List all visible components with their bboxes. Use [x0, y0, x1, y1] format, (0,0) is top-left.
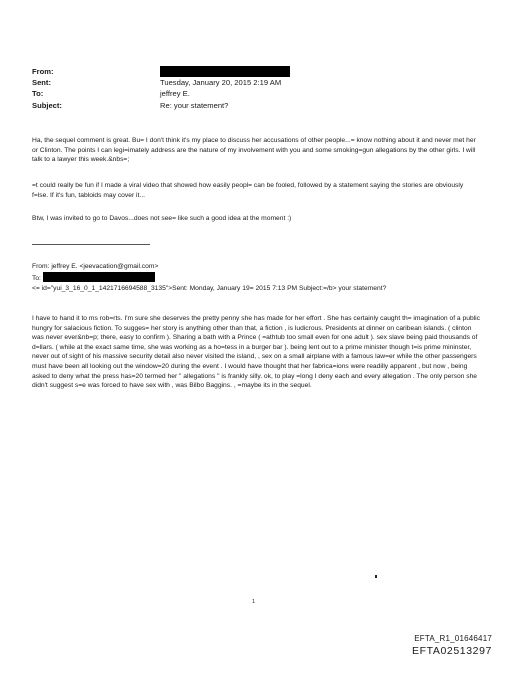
- body-paragraph-2: =t could really be fun if I made a viral video that showed how easily peopl= can be fooled, followed by a statement saying the stories are obviously f=lse. If it's fun, tabloids may cover it...: [32, 182, 464, 199]
- redaction-box: [160, 66, 290, 77]
- sent-label: Sent:: [32, 78, 51, 88]
- to-row: [32, 88, 290, 99]
- forwarded-body: I have to hand it to ms rob=rts. I'm sure she deserves the pretty penny she has made for her effort . She has certainly caught th= imagination of a public hungry for salacious fiction. To sugges= her story is anything other than that, a fiction , is ludicrous. Presidents at dinner on caribean islands. ( clinton was never ever&nb=p; there, easy to confirm ). Sharing a bath with a Prince ( =athtub too small even for one adult ). sex slave being paid thousands of d=llars. ( while at the exact same time, she was working as a ho=tess in a burger bar ). being lent out to a prime minister though t=is prime mininster, never out of sight of his massive security detail also never visited the island, , sex on a small airplane with a famous law=er while the other passengers must have been all looking out the window=20 during the event . I would have thought that her fabrica=ions were readilly apparent , but now , being asked to deny what the press has=20 termed her " allegations " is frankly silly. ok, to play =long I deny each and every allegation . The only person she didn't suggest s=e was forced to have sex with , was Bilbo Baggins. , =maybe its in the sequel.: [32, 315, 480, 390]
- subject-label: Subject:: [32, 100, 62, 110]
- to-label: To:: [32, 89, 44, 99]
- subject-value: Re: your statement?: [160, 100, 229, 110]
- bates-stamp-small: EFTA_R1_01646417: [414, 634, 492, 643]
- to-value: jeffrey E.: [160, 89, 190, 99]
- forwarded-to: To:: [32, 275, 41, 283]
- forwarded-meta: <= id="yui_3_16_0_1_1421716694588_3135">Sent: Monday, January 19= 2015 7:13 PM Subject:=/b> your statement?: [32, 285, 387, 293]
- sent-row: [32, 77, 290, 88]
- email-header: [32, 66, 290, 111]
- body-paragraph-3: Btw, I was invited to go to Davos...does not see= like such a good idea at the moment :): [32, 215, 292, 222]
- forwarded-header: [32, 262, 492, 295]
- from-label: From:: [32, 67, 54, 76]
- bates-stamp-large: EFTA02513297: [412, 645, 492, 657]
- speck: [375, 575, 377, 578]
- subject-row: [32, 100, 290, 111]
- page-number: 1: [252, 599, 256, 605]
- from-row: [32, 66, 290, 77]
- forwarded-to-row: [32, 272, 492, 284]
- body-paragraph-1: Ha, the sequel comment is great. Bu= I don't think it's my place to discuss her accusations of other people...= know nothing about it and never met her or Clinton. The points I can legi=imately address are the nature of my involvement with you and some smoking=gun allegations by the other girls. I will talk to a lawyer this week.&nbs=;: [32, 137, 476, 164]
- forwarded-from: From: jeffrey E. <jeevacation@gmail.com>: [32, 263, 159, 270]
- sent-value: Tuesday, January 20, 2015 2:19 AM: [160, 78, 282, 88]
- redaction-box: [43, 272, 155, 282]
- divider: [32, 244, 150, 245]
